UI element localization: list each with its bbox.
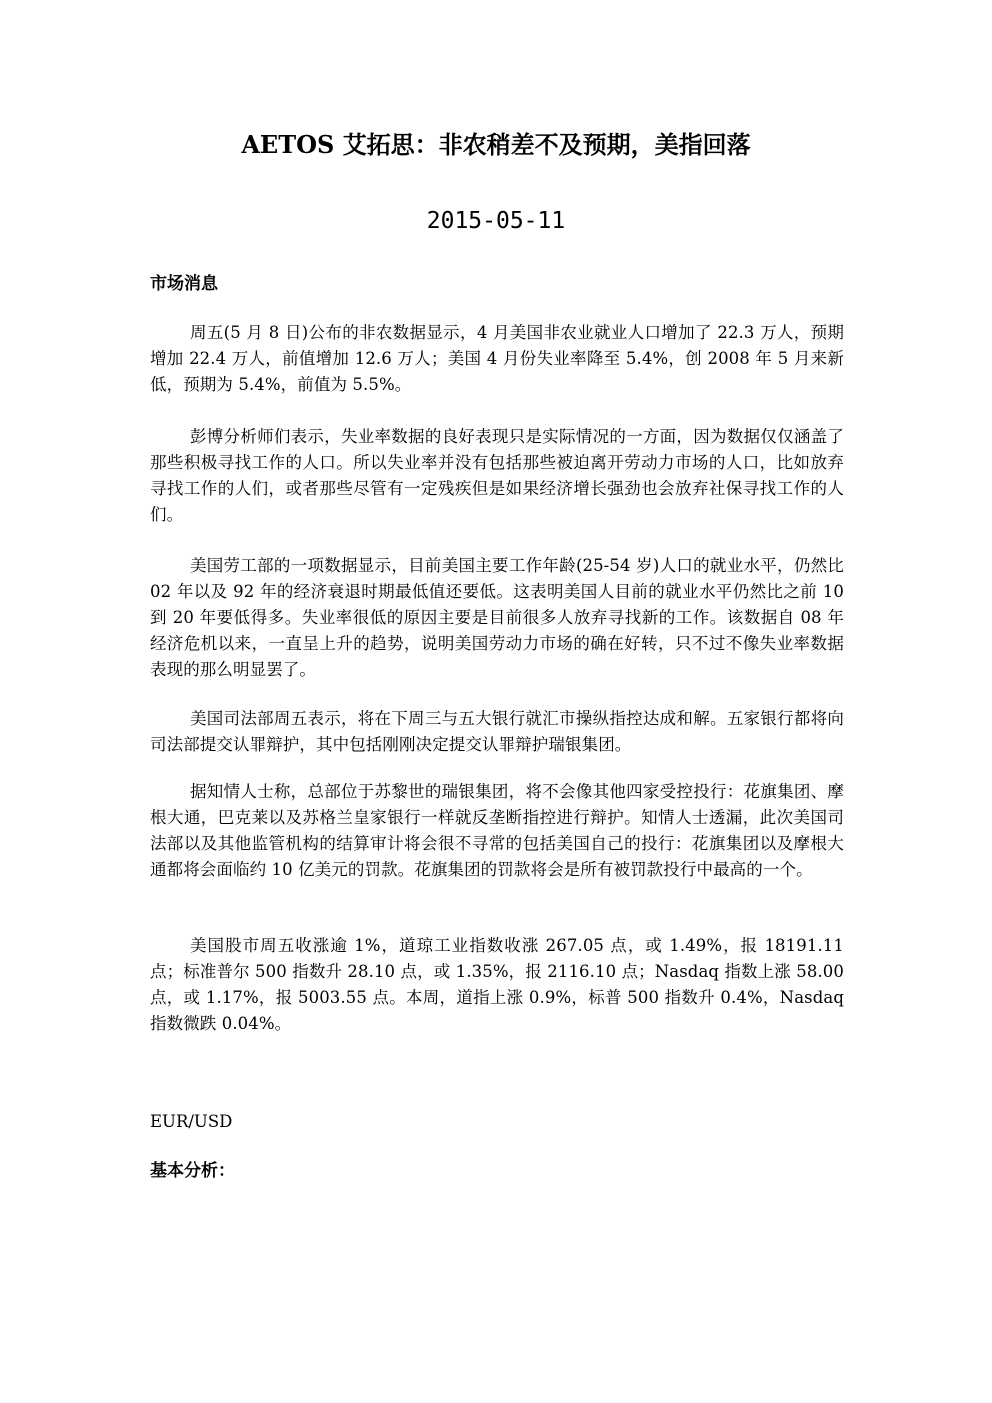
paragraph-bloomberg-analysts: 彭博分析师们表示，失业率数据的良好表现只是实际情况的一方面，因为数据仅仅涵盖了那些积极寻找工作的人口。所以失业率并没有包括那些被迫离开劳动力市场的人口，比如放弃寻找工作的人们，或者那些尽管有一定残疾但是如果经济增长强劲也会放弃社保寻找工作的人们。 xyxy=(150,427,844,524)
paragraph-justice-department: 美国司法部周五表示，将在下周三与五大银行就汇市操纵指控达成和解。五家银行都将向司法部提交认罪辩护，其中包括刚刚决定提交认罪辩护瑞银集团。 xyxy=(150,709,844,754)
section-heading-fundamental-analysis: 基本分析： xyxy=(150,1161,235,1181)
paragraph-labor-department: 美国劳工部的一项数据显示，目前美国主要工作年龄(25-54 岁)人口的就业水平，仍然比 02 年以及 92 年的经济衰退时期最低值还要低。这表明美国人目前的就业水平仍然比之前 10 到 20 年要低得多。失业率很低的原因主要是目前很多人放弃寻找新的工作。该数据自 08 年经济危机以来，一直呈上升的趋势，说明美国劳动力市场的确在好转，只不过不像失业率数据表现的那么明显罢了。 xyxy=(150,556,844,679)
section-heading-market-news: 市场消息 xyxy=(150,274,218,294)
document-date: 2015-05-11 xyxy=(426,208,566,234)
currency-pair-label: EUR/USD xyxy=(150,1112,233,1131)
document-title: AETOS 艾拓思：非农稍差不及预期，美指回落 xyxy=(241,130,751,159)
paragraph-nonfarm: 周五(5 月 8 日)公布的非农数据显示，4 月美国非农业就业人口增加了 22.3 万人，预期增加 22.4 万人，前值增加 12.6 万人；美国 4 月份失业率降至 5.4%，创 2008 年 5 月来新低，预期为 5.4%，前值为 5.5%。 xyxy=(150,323,844,394)
paragraph-ubs-group: 据知情人士称，总部位于苏黎世的瑞银集团，将不会像其他四家受控投行：花旗集团、摩根大通，巴克莱以及苏格兰皇家银行一样就反垄断指控进行辩护。知情人士透漏，此次美国司法部以及其他监管机构的结算审计将会很不寻常的包括美国自己的投行：花旗集团以及摩根大通都将会面临约 10 亿美元的罚款。花旗集团的罚款将会是所有被罚款投行中最高的一个。 xyxy=(150,782,844,879)
paragraph-us-stocks: 美国股市周五收涨逾 1%，道琼工业指数收涨 267.05 点，或 1.49%，报 18191.11 点；标准普尔 500 指数升 28.10 点，或 1.35%，报 2116.10 点；Nasdaq 指数上涨 58.00 点，或 1.17%，报 5003.55 点。本周，道指上涨 0.9%，标普 500 指数升 0.4%，Nasdaq 指数微跌 0.04%。 xyxy=(150,936,844,1033)
